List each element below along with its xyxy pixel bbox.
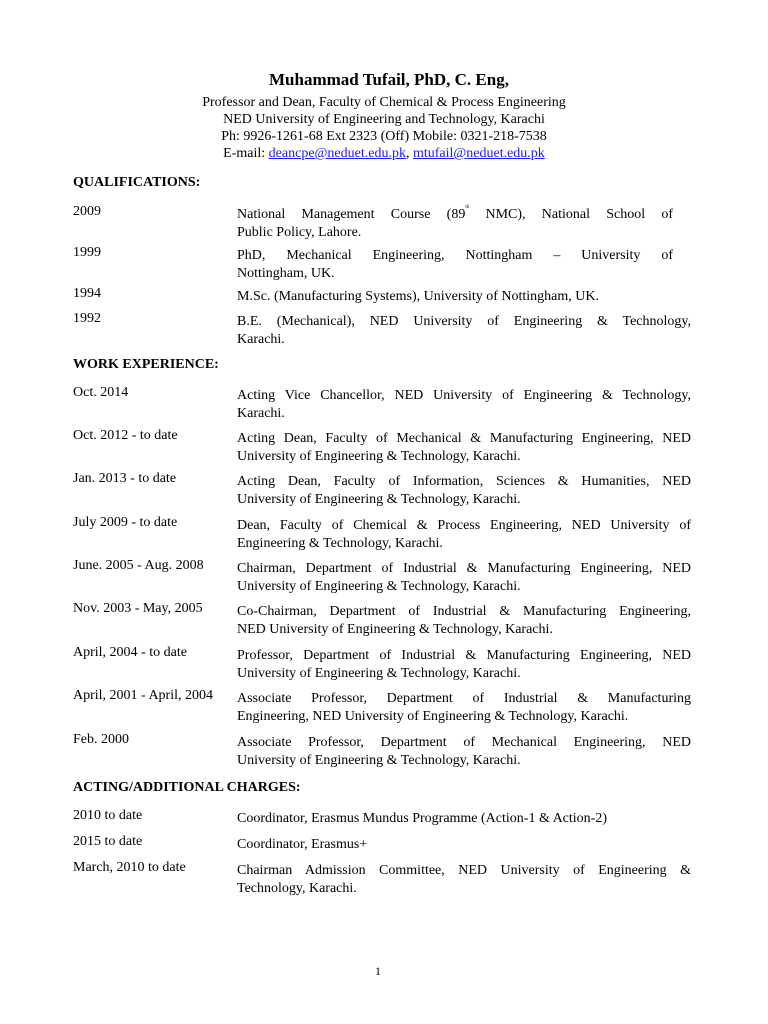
qualification-text-line2: Karachi.: [237, 332, 285, 347]
work-text-line1: Associate Professor, Department of Industrial & Manufacturing: [237, 691, 691, 706]
work-desc: [237, 473, 691, 509]
qualification-desc: [237, 288, 691, 306]
qualifications-heading: QUALIFICATIONS:: [73, 175, 201, 190]
work-desc: [237, 647, 691, 683]
work-desc: [237, 690, 691, 726]
qualification-text-line1: M.Sc. (Manufacturing Systems), University of Nottingham, UK.: [237, 289, 600, 304]
qualification-text-line1: B.E. (Mechanical), NED University of Engineering & Technology,: [237, 314, 691, 329]
work-date: June. 2005 - Aug. 2008: [73, 558, 204, 573]
work-experience-heading: WORK EXPERIENCE:: [73, 357, 219, 372]
qualification-date: 1999: [73, 245, 101, 260]
phone-line: Ph: 9926-1261-68 Ext 2323 (Off) Mobile: 0321-218-7538: [221, 129, 547, 144]
work-text-line1: Associate Professor, Department of Mechanical Engineering, NED: [237, 735, 691, 750]
qualification-text-b: NMC), National School of: [469, 207, 673, 222]
qualification-text-a: National Management Course (89: [237, 207, 466, 222]
work-desc: [237, 560, 691, 596]
person-name: Muhammad Tufail, PhD, C. Eng,: [269, 70, 509, 89]
email-line: [0, 145, 768, 162]
charge-desc: [237, 810, 691, 828]
charge-text-line2: Technology, Karachi.: [237, 881, 357, 896]
work-text-line1: Acting Vice Chancellor, NED University of Engineering & Technology,: [237, 388, 691, 403]
work-text-line1: Co-Chairman, Department of Industrial & Manufacturing Engineering,: [237, 604, 691, 619]
charge-date: 2015 to date: [73, 834, 143, 849]
work-text-line1: Chairman, Department of Industrial & Manufacturing Engineering, NED: [237, 561, 691, 576]
qualification-date: 1994: [73, 286, 101, 301]
work-desc: [237, 603, 691, 639]
qualification-text-line2: Nottingham, UK.: [237, 266, 335, 281]
qualification-date: 1992: [73, 311, 101, 326]
charge-desc: [237, 862, 691, 898]
job-title: Professor and Dean, Faculty of Chemical & Process Engineering: [202, 95, 566, 110]
work-text-line2: NED University of Engineering & Technology, Karachi.: [237, 622, 553, 637]
email-separator: ,: [405, 146, 413, 161]
work-text-line2: University of Engineering & Technology, Karachi.: [237, 449, 521, 464]
additional-charges-heading: ACTING/ADDITIONAL CHARGES:: [73, 780, 301, 795]
work-text-line1: Dean, Faculty of Chemical & Process Engineering, NED University of: [237, 518, 691, 533]
work-date: July 2009 - to date: [73, 515, 178, 530]
work-text-line2: Engineering & Technology, Karachi.: [237, 536, 443, 551]
work-text-line1: Professor, Department of Industrial & Manufacturing Engineering, NED: [237, 648, 691, 663]
work-text-line1: Acting Dean, Faculty of Information, Sciences & Humanities, NED: [237, 474, 691, 489]
charge-date: March, 2010 to date: [73, 860, 186, 875]
qualification-desc: [237, 206, 673, 242]
work-desc: [237, 387, 691, 423]
qualification-date: 2009: [73, 204, 101, 219]
work-date: Oct. 2012 - to date: [73, 428, 178, 443]
page-number: 1: [375, 964, 381, 978]
qualification-text-line2: Public Policy, Lahore.: [237, 225, 362, 240]
work-text-line2: University of Engineering & Technology, Karachi.: [237, 753, 521, 768]
cv-header: [0, 70, 768, 162]
work-date: Oct. 2014: [73, 385, 129, 400]
email-link-2[interactable]: mtufail@neduet.edu.pk: [412, 146, 545, 161]
institution: NED University of Engineering and Technology, Karachi: [223, 112, 545, 127]
work-date: Nov. 2003 - May, 2005: [73, 601, 203, 616]
qualification-desc: [237, 247, 673, 283]
charge-text-line1: Coordinator, Erasmus+: [237, 837, 368, 852]
work-desc: [237, 430, 691, 466]
work-text-line2: University of Engineering & Technology, Karachi.: [237, 579, 521, 594]
work-text-line1: Acting Dean, Faculty of Mechanical & Manufacturing Engineering, NED: [237, 431, 691, 446]
work-date: April, 2004 - to date: [73, 645, 187, 660]
charge-desc: [237, 836, 691, 854]
charge-text-line1: Chairman Admission Committee, NED University of Engineering &: [237, 863, 691, 878]
work-date: April, 2001 - April, 2004: [73, 688, 213, 703]
work-text-line2: University of Engineering & Technology, Karachi.: [237, 492, 521, 507]
work-date: Feb. 2000: [73, 732, 129, 747]
work-text-line2: Karachi.: [237, 406, 285, 421]
work-desc: [237, 517, 691, 553]
work-date: Jan. 2013 - to date: [73, 471, 177, 486]
charge-date: 2010 to date: [73, 808, 143, 823]
charge-text-line1: Coordinator, Erasmus Mundus Programme (Action-1 & Action-2): [237, 811, 607, 826]
email-link-1[interactable]: deancpe@neduet.edu.pk: [268, 146, 406, 161]
work-desc: [237, 734, 691, 770]
qualification-desc: [237, 313, 691, 349]
work-text-line2: Engineering, NED University of Engineering & Technology, Karachi.: [237, 709, 629, 724]
email-label: E-mail:: [223, 146, 269, 161]
qualification-text-line1: PhD, Mechanical Engineering, Nottingham – University of: [237, 248, 673, 263]
superscript-th: th: [465, 205, 470, 210]
work-text-line2: University of Engineering & Technology, Karachi.: [237, 666, 521, 681]
